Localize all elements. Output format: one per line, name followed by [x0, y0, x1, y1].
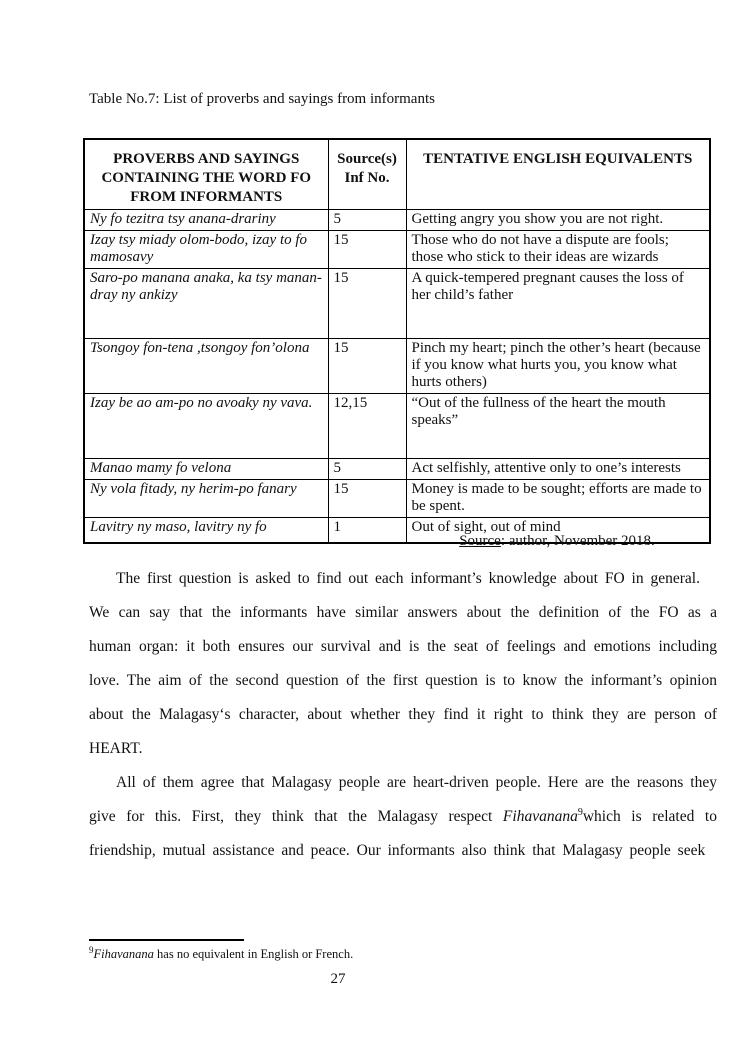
- paragraph-2-text: which is related to friendship, mutual assistance and peace. Our informants also think that Malagasy people seek: [89, 808, 717, 859]
- table-row: [84, 231, 710, 269]
- equivalent-cell: Act selfishly, attentive only to one’s interests: [406, 459, 710, 480]
- body-text: [89, 562, 717, 868]
- equivalent-cell: Pinch my heart; pinch the other’s heart (because if you know what hurts you, you know what hurts others): [406, 339, 710, 394]
- table-row: [84, 394, 710, 459]
- equivalent-cell: Getting angry you show you are not right.: [406, 210, 710, 231]
- proverb-cell: Saro-po manana anaka, ka tsy manan-dray ny ankizy: [84, 269, 328, 339]
- source-text: : author, November 2018.: [500, 533, 655, 549]
- source-cell: 12,15: [328, 394, 406, 459]
- equivalent-cell: “Out of the fullness of the heart the mouth speaks”: [406, 394, 710, 459]
- footnote-number: 9: [89, 944, 94, 955]
- table-row: [84, 459, 710, 480]
- source-cell: 5: [328, 210, 406, 231]
- paragraph-1-continuation: We can say that the informants have similar answers about the definition of the FO as a human organ: it both ensures our survival and is the seat of feelings and emotions including love. The aim of the second question of the first question is to know the informant’s opinion about the Malagasy‘s character, about whether they find it right to think they are person of HEART.: [89, 604, 717, 757]
- footnote-separator: [89, 939, 244, 941]
- col-header-source: Source(s) Inf No.: [328, 139, 406, 210]
- proverb-cell: Izay be ao am-po no avoaky ny vava.: [84, 394, 328, 459]
- col-header-equivalents: TENTATIVE ENGLISH EQUIVALENTS: [406, 139, 710, 210]
- proverb-cell: Ny fo tezitra tsy anana-drariny: [84, 210, 328, 231]
- page-number: 27: [330, 971, 346, 987]
- paragraph-2-text: All of them agree that Malagasy people are heart-driven people. Here are the reasons they give for this. First, they think that the Malagasy respect: [89, 774, 717, 825]
- equivalent-cell: Out of sight, out of mind: [406, 518, 710, 543]
- table-row: [84, 269, 710, 339]
- footnote-reference: 9: [577, 806, 583, 818]
- proverb-cell: Manao mamy fo velona: [84, 459, 328, 480]
- source-cell: 15: [328, 480, 406, 518]
- proverb-cell: Tsongoy fon-tena ,tsongoy fon’olona: [84, 339, 328, 394]
- source-label: Source: [459, 533, 501, 549]
- source-cell: 15: [328, 231, 406, 269]
- col-header-proverbs: PROVERBS AND SAYINGS CONTAINING THE WORD FO FROM INFORMANTS: [84, 139, 328, 210]
- paragraph-2: [89, 766, 717, 868]
- source-cell: 15: [328, 269, 406, 339]
- fihavanana-term: Fihavanana: [502, 808, 578, 825]
- proverbs-table: [83, 138, 711, 544]
- equivalent-cell: Money is made to be sought; efforts are made to be spent.: [406, 480, 710, 518]
- equivalent-cell: A quick-tempered pregnant causes the loss of her child’s father: [406, 269, 710, 339]
- source-cell: 5: [328, 459, 406, 480]
- table-source-note: [405, 533, 709, 550]
- table-row: [84, 480, 710, 518]
- footnote-term: Fihavanana: [93, 947, 154, 961]
- paragraph-1-first-line: The first question is asked to find out each informant’s knowledge about FO in general.: [116, 570, 700, 587]
- proverb-cell: Lavitry ny maso, lavitry ny fo: [84, 518, 328, 543]
- source-cell: 15: [328, 339, 406, 394]
- proverb-cell: Ny vola fitady, ny herim-po fanary: [84, 480, 328, 518]
- proverb-cell: Izay tsy miady olom-bodo, izay to fo mamosavy: [84, 231, 328, 269]
- equivalent-cell: Those who do not have a dispute are fools; those who stick to their ideas are wizards: [406, 231, 710, 269]
- table-row: [84, 339, 710, 394]
- table-caption: Table No.7: List of proverbs and sayings from informants: [89, 91, 435, 107]
- footnote: [89, 946, 649, 962]
- footnote-text: has no equivalent in English or French.: [153, 947, 354, 961]
- source-cell: 1: [328, 518, 406, 543]
- table-header-row: [84, 139, 710, 210]
- table-row: [84, 210, 710, 231]
